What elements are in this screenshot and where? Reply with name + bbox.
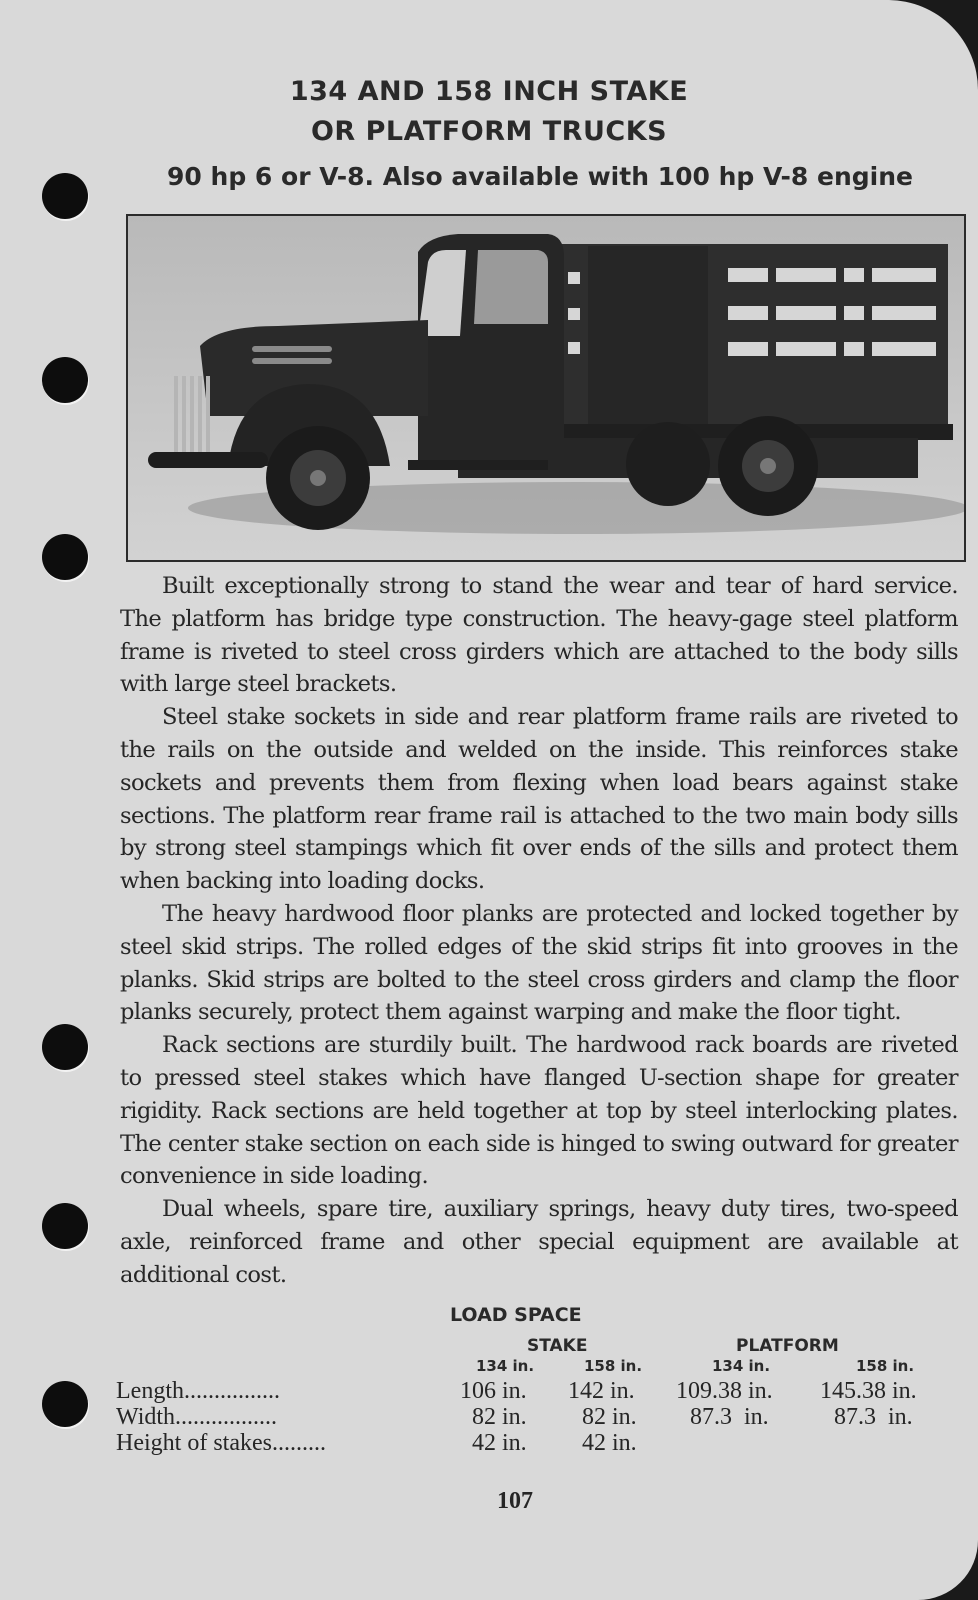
cell: 142 in. (568, 1378, 635, 1404)
group-header-platform: PLATFORM (736, 1336, 839, 1356)
paragraph: Built exceptionally strong to stand the wear and tear of hard service. The platform has bridge type construction. The heavy-gage steel platform frame is riveted to steel cross girders which are attached to the body sills with large steel brackets. (120, 573, 958, 698)
row-label: Height of stakes......... (116, 1430, 326, 1456)
column-header: 158 in. (856, 1357, 915, 1375)
truck-photo (126, 214, 966, 562)
column-header: 134 in. (476, 1357, 535, 1375)
table-row-length (116, 1378, 946, 1404)
row-label: Width................. (116, 1404, 278, 1430)
cell: 42 in. (582, 1430, 637, 1456)
column-header: 134 in. (712, 1357, 771, 1375)
cell: 42 in. (472, 1430, 527, 1456)
cell: 87.3 in. (834, 1404, 913, 1430)
group-header-stake: STAKE (527, 1336, 588, 1356)
page-title-line-2: OR PLATFORM TRUCKS (310, 116, 668, 147)
binder-hole (42, 534, 88, 580)
page-subtitle: 90 hp 6 or V-8. Also available with 100 hp V-8 engine (167, 162, 913, 191)
cell: 145.38 in. (820, 1378, 917, 1404)
paragraph: Steel stake sockets in side and rear platform frame rails are riveted to the rails on the outside and welded on the inside. This reinforces stake sockets and prevents them from flexing when load bears against stake sections. The platform rear frame rail is attached to the two main body sills by strong steel stampings which fit over ends of the sills and protect them when backing into loading docks. (120, 704, 958, 895)
paragraph: Dual wheels, spare tire, auxiliary springs, heavy duty tires, two-speed axle, reinforced frame and other special equipment are available at additional cost. (120, 1196, 958, 1288)
page-number: 107 (497, 1488, 533, 1514)
cell: 109.38 in. (676, 1378, 773, 1404)
paragraph: Rack sections are sturdily built. The hardwood rack boards are riveted to pressed steel stakes which have flanged U-section shape for greater rigidity. Rack sections are held together at top by steel interlocking plates. The center stake section on each side is hinged to swing outward for greater convenience in side loading. (120, 1032, 958, 1190)
cell: 87.3 in. (690, 1404, 769, 1430)
table-row-height-of-stakes (116, 1430, 946, 1456)
cell: 106 in. (460, 1378, 527, 1404)
row-label: Length................ (116, 1378, 280, 1404)
cell: 82 in. (582, 1404, 637, 1430)
binder-hole (42, 173, 88, 219)
paragraph: The heavy hardwood floor planks are protected and locked together by steel skid strips. The rolled edges of the skid strips fit into grooves in the planks. Skid strips are bolted to the steel cross girders and clamp the floor planks securely, protect them against warping and make the floor tight. (120, 900, 958, 1026)
binder-hole (42, 357, 88, 403)
binder-hole (42, 1381, 88, 1427)
table-row-width (116, 1404, 946, 1430)
column-header: 158 in. (584, 1357, 643, 1375)
binder-hole (42, 1203, 88, 1249)
binder-hole (42, 1024, 88, 1070)
load-space-title: LOAD SPACE (450, 1304, 582, 1326)
cell: 82 in. (472, 1404, 527, 1430)
body-text (120, 570, 958, 1292)
truck-illustration-icon (128, 216, 964, 560)
page-title-line-1: 134 AND 158 INCH STAKE (289, 76, 689, 107)
